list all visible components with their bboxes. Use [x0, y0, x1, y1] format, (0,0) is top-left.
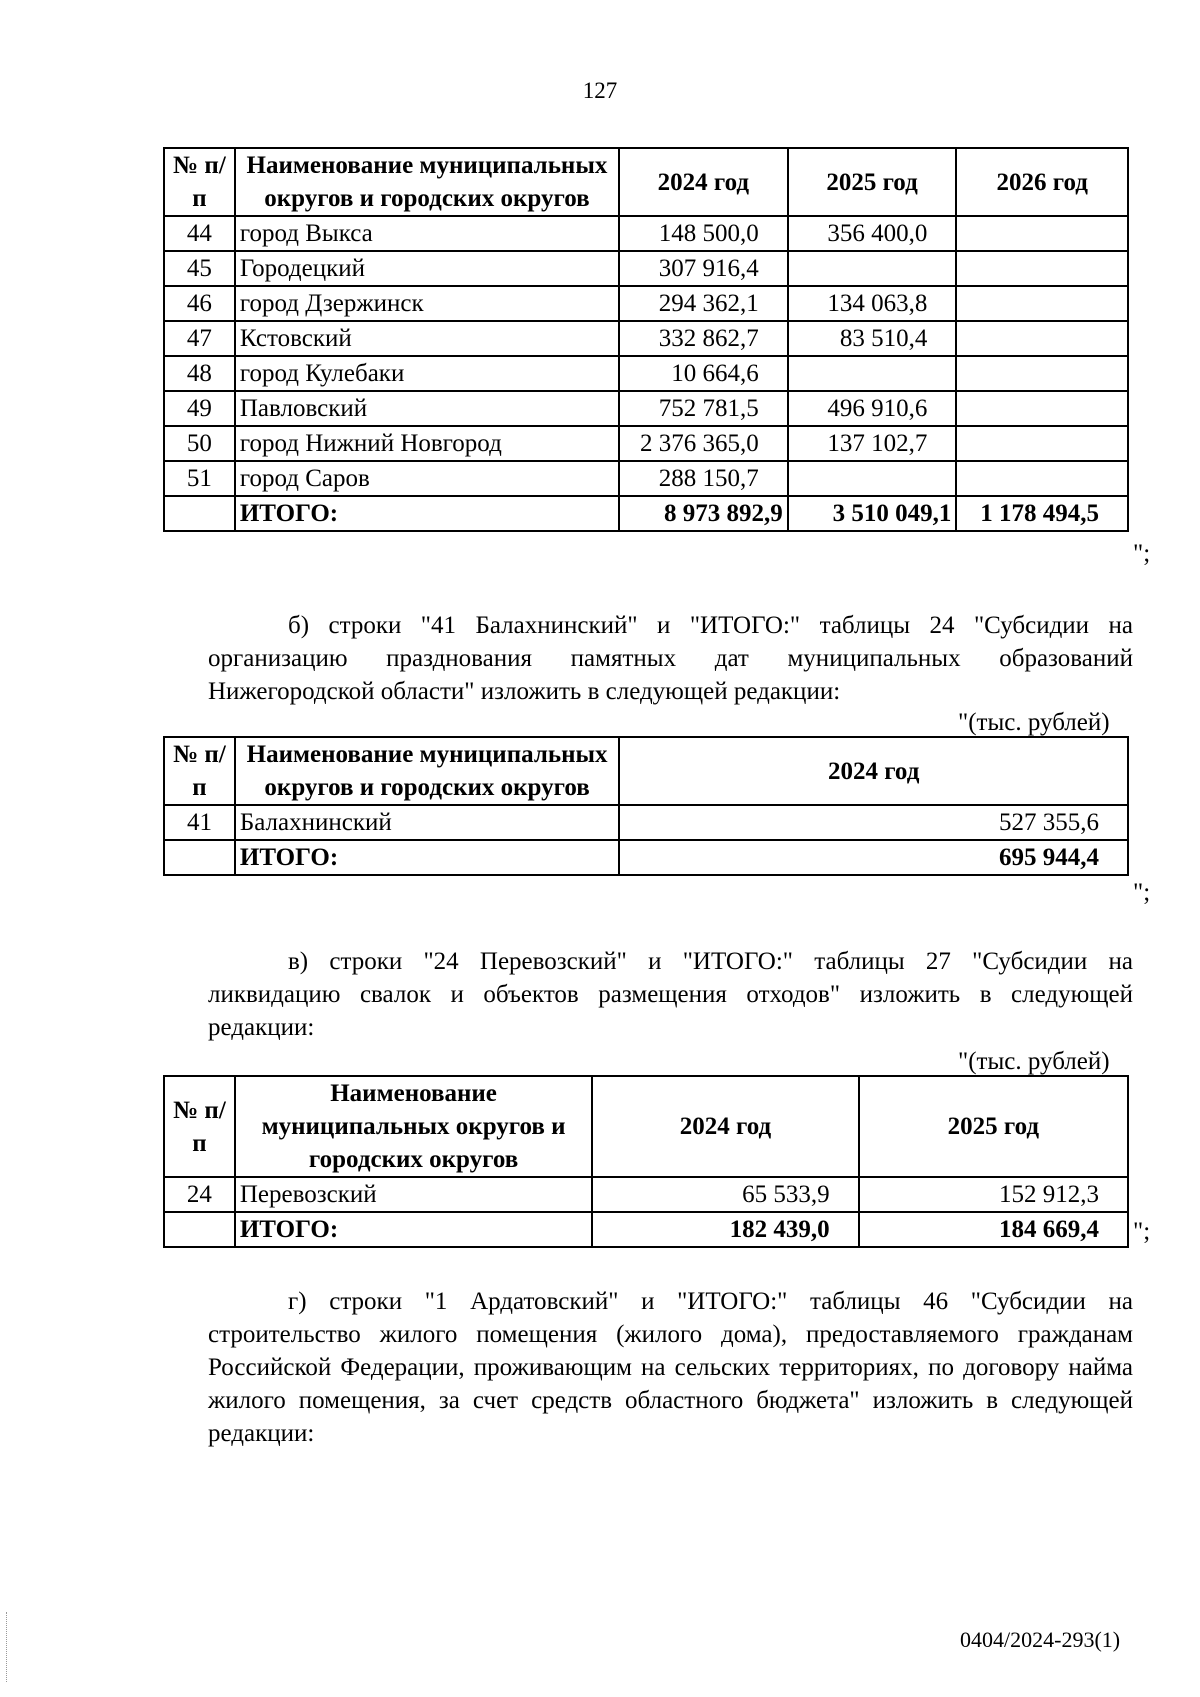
scan-margin-mark	[6, 1612, 11, 1682]
row-name: город Саров	[235, 461, 619, 496]
row-name: Перевозский	[235, 1177, 592, 1212]
row-2025: 83 510,4	[788, 321, 957, 356]
table-row	[164, 216, 1128, 251]
header-2024: 2024 год	[619, 148, 788, 216]
table-row	[164, 805, 1128, 840]
row-2025: 134 063,8	[788, 286, 957, 321]
total-label: ИТОГО:	[235, 840, 619, 875]
row-num: 50	[164, 426, 235, 461]
table-row	[164, 356, 1128, 391]
table-total-row	[164, 840, 1128, 875]
row-2024: 10 664,6	[619, 356, 788, 391]
table-header-row	[164, 737, 1128, 805]
closing-quote: ";	[1133, 879, 1151, 906]
table-row	[164, 391, 1128, 426]
page-number: 127	[582, 78, 618, 103]
header-2024: 2024 год	[592, 1076, 858, 1177]
row-2025	[788, 461, 957, 496]
header-name: Наименование муниципальных округов и городских округов	[235, 737, 619, 805]
unit-label: "(тыс. рублей)	[958, 1048, 1110, 1075]
row-2024: 2 376 365,0	[619, 426, 788, 461]
table-subsidies-3	[163, 1075, 1129, 1248]
row-name: город Нижний Новгород	[235, 426, 619, 461]
header-2025: 2025 год	[859, 1076, 1128, 1177]
header-num: № п/п	[164, 1076, 235, 1177]
table-row	[164, 251, 1128, 286]
table-row	[164, 461, 1128, 496]
row-2024: 294 362,1	[619, 286, 788, 321]
paragraph-c: в) строки "24 Перевозский" и "ИТОГО:" таблицы 27 "Субсидии на ликвидацию свалок и объектов размещения отходов" изложить в следующей редакции:	[208, 948, 1133, 1041]
row-2026	[956, 216, 1128, 251]
row-2025: 496 910,6	[788, 391, 957, 426]
total-2026: 1 178 494,5	[956, 496, 1128, 531]
row-num: 48	[164, 356, 235, 391]
row-2025	[788, 356, 957, 391]
header-num: № п/п	[164, 148, 235, 216]
table-header-row	[164, 148, 1128, 216]
row-2024: 332 862,7	[619, 321, 788, 356]
row-2025	[788, 251, 957, 286]
table-header-row	[164, 1076, 1128, 1177]
row-name: Кстовский	[235, 321, 619, 356]
header-2026: 2026 год	[956, 148, 1128, 216]
total-2024: 8 973 892,9	[619, 496, 788, 531]
closing-quote: ";	[1133, 540, 1151, 567]
row-2024: 148 500,0	[619, 216, 788, 251]
row-num: 44	[164, 216, 235, 251]
row-name: Городецкий	[235, 251, 619, 286]
row-num: 24	[164, 1177, 235, 1212]
row-2026	[956, 461, 1128, 496]
row-num: 46	[164, 286, 235, 321]
row-2026	[956, 251, 1128, 286]
row-name: город Выкса	[235, 216, 619, 251]
table-row	[164, 426, 1128, 461]
row-2024: 288 150,7	[619, 461, 788, 496]
total-2024: 695 944,4	[619, 840, 1128, 875]
row-2025: 356 400,0	[788, 216, 957, 251]
row-2024: 527 355,6	[619, 805, 1128, 840]
closing-quote: ";	[1133, 1218, 1151, 1245]
row-2026	[956, 391, 1128, 426]
header-num: № п/п	[164, 737, 235, 805]
row-num: 45	[164, 251, 235, 286]
row-2026	[956, 426, 1128, 461]
total-label: ИТОГО:	[235, 1212, 592, 1247]
table-subsidies-2	[163, 736, 1129, 876]
row-2026	[956, 321, 1128, 356]
row-2025: 137 102,7	[788, 426, 957, 461]
header-name: Наименование муниципальных округов и городских округов	[235, 1076, 592, 1177]
header-name: Наименование муниципальных округов и городских округов	[235, 148, 619, 216]
row-name: город Дзержинск	[235, 286, 619, 321]
table-row	[164, 321, 1128, 356]
row-2024: 307 916,4	[619, 251, 788, 286]
total-2024: 182 439,0	[592, 1212, 858, 1247]
row-2024: 65 533,9	[592, 1177, 858, 1212]
table-total-row	[164, 1212, 1128, 1247]
row-2026	[956, 286, 1128, 321]
total-2025: 184 669,4	[859, 1212, 1128, 1247]
paragraph-b: б) строки "41 Балахнинский" и "ИТОГО:" таблицы 24 "Субсидии на организацию празднования памятных дат муниципальных образований Нижегородской области" изложить в следующей редакции:	[208, 612, 1133, 705]
document-code: 0404/2024-293(1)	[960, 1627, 1121, 1652]
table-total-row	[164, 496, 1128, 531]
header-2025: 2025 год	[788, 148, 957, 216]
row-num: 47	[164, 321, 235, 356]
table-row	[164, 1177, 1128, 1212]
row-2025: 152 912,3	[859, 1177, 1128, 1212]
row-name: Балахнинский	[235, 805, 619, 840]
row-name: город Кулебаки	[235, 356, 619, 391]
row-num: 49	[164, 391, 235, 426]
row-name: Павловский	[235, 391, 619, 426]
total-label: ИТОГО:	[235, 496, 619, 531]
row-2026	[956, 356, 1128, 391]
table-subsidies-1	[163, 147, 1129, 532]
paragraph-d: г) строки "1 Ардатовский" и "ИТОГО:" таблицы 46 "Субсидии на строительство жилого помещения (жилого дома), предоставляемого гражданам Российской Федерации, проживающим на сельских территориях, по договору найма жилого помещения, за счет средств областного бюджета" изложить в следующей редакции:	[208, 1288, 1133, 1447]
row-2024: 752 781,5	[619, 391, 788, 426]
total-2025: 3 510 049,1	[788, 496, 957, 531]
table-row	[164, 286, 1128, 321]
row-num: 41	[164, 805, 235, 840]
unit-label: "(тыс. рублей)	[958, 709, 1110, 736]
header-2024: 2024 год	[619, 737, 1128, 805]
row-num: 51	[164, 461, 235, 496]
